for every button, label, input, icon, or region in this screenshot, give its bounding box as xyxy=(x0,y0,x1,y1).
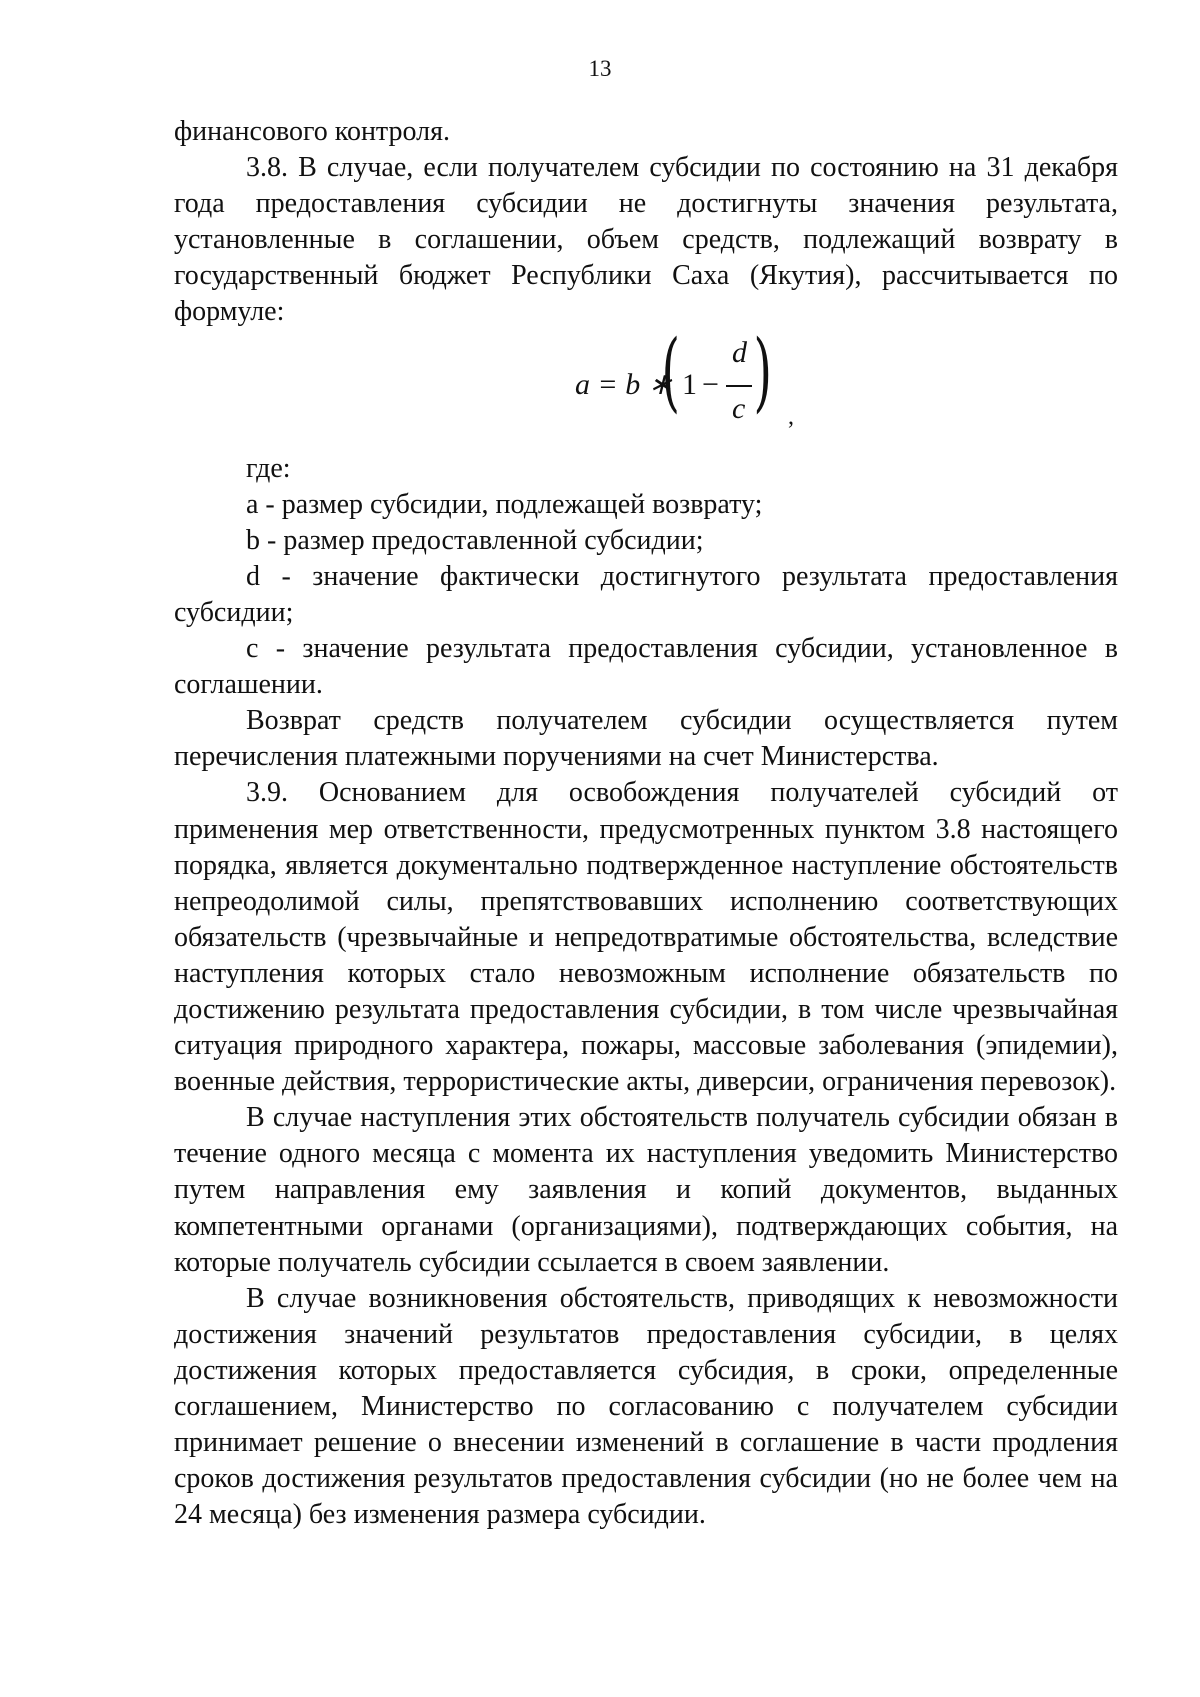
page-number: 13 xyxy=(588,56,612,81)
paragraph-continuation: финансового контроля. xyxy=(174,116,450,147)
paragraph-where: где: xyxy=(246,452,291,484)
document-body xyxy=(174,114,1118,1533)
formula-denominator: c xyxy=(732,391,746,425)
paragraph-3-8: 3.8. В случае, если получателем субсидии по состоянию на 31 декабря года предоставления субсидии не достигнуты значения результата, установленные в соглашении, объем средств, подлежащий возврату в государственный бюджет Республики Саха (Якутия), рассчитывается по формуле: xyxy=(174,152,1118,328)
formula-right-paren: ) xyxy=(753,321,773,422)
refund-formula xyxy=(174,321,1118,435)
formula-left-paren: ( xyxy=(661,321,681,422)
paragraph-extend: В случае возникновения обстоятельств, приводящих к невозможности достижения значений результатов предоставления субсидии, в целях достижения которых предоставляется субсидия, в сроки, определенные соглашением, Министерство по согласованию с получателем субсидии принимает решение о внесении изменений в соглашение в части продления сроков достижения результатов предоставления субсидии (но не более чем на 24 месяца) без изменения размера субсидии. xyxy=(174,1282,1118,1531)
formula-numerator: d xyxy=(732,335,747,369)
definition-c: c - значение результата предоставления субсидии, установленное в соглашении. xyxy=(174,633,1118,701)
formula-fraction-bar xyxy=(726,385,752,387)
formula-one: 1 xyxy=(682,367,697,401)
definition-d: d - значение фактически достигнутого результата предоставления субсидии; xyxy=(174,560,1118,628)
formula-lhs: a = b ∗ xyxy=(575,367,673,401)
definition-b: b - размер предоставленной субсидии; xyxy=(246,524,704,556)
paragraph-return: Возврат средств получателем субсидии осуществляется путем перечисления платежными поручениями на счет Министерства. xyxy=(174,705,1118,773)
paragraph-notify: В случае наступления этих обстоятельств получатель субсидии обязан в течение одного месяца с момента их наступления уведомить Министерство путем направления ему заявления и копий документов, выданных компетентными органами (организациями), подтверждающих события, на которые получатель субсидии ссылается в своем заявлении. xyxy=(174,1102,1118,1278)
formula-minus: − xyxy=(702,367,719,401)
paragraph-3-9: 3.9. Основанием для освобождения получателей субсидий от применения мер ответственности, предусмотренных пунктом 3.8 настоящего порядка, является документально подтвержденное наступление обстоятельств непреодолимой силы, препятствовавших исполнению соответствующих обязательств (чрезвычайные и непредотвратимые обстоятельства, вследствие наступления которых стало невозможным исполнение обязательств по достижению результата предоставления субсидии, в том числе чрезвычайная ситуация природного характера, пожары, массовые заболевания (эпидемии), военные действия, террористические акты, диверсии, ограничения перевозок). xyxy=(174,777,1118,1098)
definition-a: a - размер субсидии, подлежащей возврату; xyxy=(246,488,763,520)
formula-comma: , xyxy=(788,403,794,430)
